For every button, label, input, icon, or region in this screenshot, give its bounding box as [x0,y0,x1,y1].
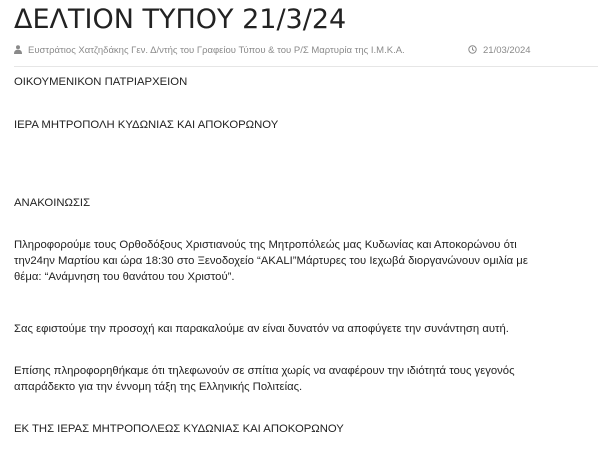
para-patriarchate [14,74,586,90]
post-author[interactable] [14,43,405,59]
paragraph-line: ΙΕΡΑ ΜΗΤΡΟΠΟΛΗ ΚΥΔΩΝΙΑΣ ΚΑΙ ΑΠΟΚΟΡΩΝΟΥ [14,119,279,131]
paragraph-line: ΑΝΑΚΟΙΝΩΣΙΣ [14,197,91,209]
para-signature [14,421,586,437]
paragraph-line: την24ην Μαρτίου και ώρα 18:30 στο Ξενοδοχείο “AKALI”Μάρτυρες του Ιεχωβά διοργανώνουν ομιλία με [14,255,528,267]
post-date [468,43,531,59]
paragraph-line: θέμα: “Ανάμνηση του θανάτου του Χριστού”. [14,271,235,283]
paragraph-line: ΟΙΚΟΥΜΕΝΙΚΟΝ ΠΑΤΡΙΑΡΧΕΙΟΝ [14,76,188,88]
paragraph-line: ΕΚ ΤΗΣ ΙΕΡΑΣ ΜΗΤΡΟΠΟΛΕΩΣ ΚΥΔΩΝΙΑΣ ΚΑΙ ΑΠΟΚΟΡΩΝΟΥ [14,423,344,435]
meta-divider [14,66,598,67]
para-phone-notice [14,363,586,395]
para-metropolis [14,117,586,133]
paragraph-line: Πληροφορούμε τους Ορθοδόξους Χριστιανούς της Μητροπόλεώς μας Κυδωνίας και Αποκορώνου ότι [14,239,517,251]
post-date-text: 21/03/2024 [483,45,531,56]
post-author-name[interactable]: Ευστράτιος Χατζηδάκης Γεν. Δ/ντής του Γραφείου Τύπου & του Ρ/Σ Μαρτυρία της Ι.Μ.Κ.Α. [28,45,405,56]
paragraph-line: Σας εφιστούμε την προσοχή και παρακαλούμε αν είναι δυνατόν να αποφύγετε την συνάντηση αυτή. [14,323,509,335]
user-icon [14,45,22,54]
paragraph-line: Επίσης πληροφορηθήκαμε ότι τηλεφωνούν σε σπίτια χωρίς να αναφέρουν την ιδιότητά τους γεγονός [14,365,515,377]
clock-icon [468,45,477,54]
para-warning [14,321,586,337]
post-meta [14,43,586,59]
para-announcement-heading [14,195,586,211]
para-event-info [14,237,586,285]
paragraph-line: απαράδεκτο για την έννομη τάξη της Ελληνικής Πολιτείας. [14,381,303,393]
page-title: ΔΕΛΤΙΟΝ ΤΥΠΟΥ 21/3/24 [14,4,347,35]
